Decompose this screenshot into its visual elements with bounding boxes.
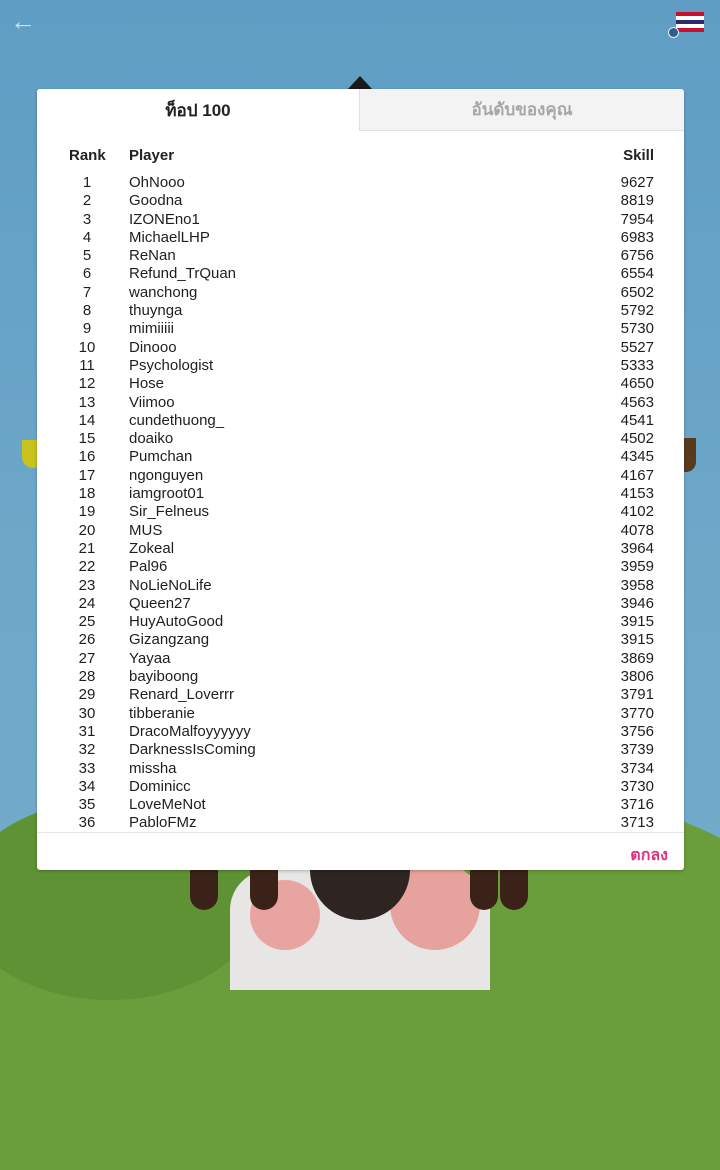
player-cell: PabloFMz [129, 814, 197, 831]
player-cell: DarknessIsComing [129, 741, 256, 759]
skill-cell: 3734 [620, 759, 654, 777]
rank-cell: 22 [78, 558, 96, 576]
tab-top-100[interactable]: ท็อป 100 [37, 89, 359, 131]
skill-cell: 6983 [620, 228, 654, 246]
table-row [37, 558, 684, 576]
rank-cell: 28 [78, 668, 96, 686]
table-row [37, 339, 684, 357]
rank-cell: 32 [78, 741, 96, 759]
rank-cell: 23 [78, 576, 96, 594]
dialog-pointer [348, 76, 372, 89]
skill-cell: 9627 [620, 174, 654, 191]
skill-cell: 4502 [620, 430, 654, 448]
rank-cell: 20 [78, 521, 96, 539]
rank-cell: 5 [82, 247, 92, 265]
player-cell: Yayaa [129, 649, 171, 667]
table-row [37, 503, 684, 521]
table-row [37, 613, 684, 631]
player-cell: NoLieNoLife [129, 576, 212, 594]
player-cell: Dominicc [129, 777, 191, 795]
skill-cell: 4167 [620, 466, 654, 484]
skill-cell: 4153 [620, 485, 654, 503]
table-row [37, 302, 684, 320]
skill-cell: 4650 [620, 375, 654, 393]
table-row [37, 394, 684, 412]
table-row [37, 814, 684, 831]
player-cell: missha [129, 759, 177, 777]
rank-cell: 33 [78, 759, 96, 777]
rank-cell: 36 [78, 814, 96, 831]
thailand-flag-icon[interactable] [676, 12, 704, 32]
table-row [37, 211, 684, 229]
player-cell: LoveMeNot [129, 796, 206, 814]
player-cell: ngonguyen [129, 466, 204, 484]
table-row [37, 650, 684, 668]
rank-cell: 8 [82, 302, 92, 320]
player-cell: Viimoo [129, 393, 175, 411]
table-row [37, 741, 684, 759]
skill-cell: 3959 [620, 558, 654, 576]
skill-cell: 6756 [620, 247, 654, 265]
rank-cell: 30 [78, 704, 96, 722]
rank-cell: 29 [78, 686, 96, 704]
player-cell: IZONEno1 [129, 210, 200, 228]
rank-cell: 6 [82, 265, 92, 283]
leaderboard-dialog [37, 89, 684, 870]
rank-cell: 17 [78, 466, 96, 484]
player-cell: Refund_TrQuan [129, 265, 237, 283]
player-cell: OhNooo [129, 174, 185, 191]
column-header-skill: Skill [623, 147, 654, 164]
divider [37, 832, 684, 833]
ok-button[interactable]: ตกลง [630, 847, 668, 864]
tab-your-rank[interactable]: อันดับของคุณ [359, 89, 684, 131]
skill-cell: 4102 [620, 503, 654, 521]
skill-cell: 3770 [620, 704, 654, 722]
rank-cell: 31 [78, 722, 96, 740]
tab-bar [37, 89, 684, 131]
player-cell: Queen27 [129, 594, 191, 612]
rank-cell: 14 [78, 411, 96, 429]
table-row [37, 265, 684, 283]
skill-cell: 3739 [620, 741, 654, 759]
player-cell: doaiko [129, 430, 174, 448]
table-row [37, 796, 684, 814]
table-row [37, 448, 684, 466]
player-cell: cundethuong_ [129, 411, 225, 429]
rank-cell: 1 [82, 174, 92, 191]
skill-cell: 3806 [620, 668, 654, 686]
table-row [37, 229, 684, 247]
notification-dot [668, 27, 679, 38]
rank-cell: 10 [78, 338, 96, 356]
skill-cell: 5730 [620, 320, 654, 338]
table-row [37, 705, 684, 723]
rank-cell: 12 [78, 375, 96, 393]
player-cell: MichaelLHP [129, 228, 210, 246]
table-row [37, 577, 684, 595]
player-cell: Psychologist [129, 356, 214, 374]
rank-cell: 25 [78, 613, 96, 631]
player-cell: wanchong [129, 283, 198, 301]
table-row [37, 595, 684, 613]
player-cell: iamgroot01 [129, 485, 205, 503]
skill-cell: 5792 [620, 302, 654, 320]
table-row [37, 357, 684, 375]
character-illustration [190, 860, 530, 980]
skill-cell: 3946 [620, 594, 654, 612]
skill-cell: 4345 [620, 448, 654, 466]
player-cell: Pal96 [129, 558, 168, 576]
player-cell: Renard_Loverrr [129, 686, 235, 704]
rank-cell: 35 [78, 796, 96, 814]
column-header-rank: Rank [69, 147, 106, 164]
table-row [37, 631, 684, 649]
skill-cell: 3716 [620, 796, 654, 814]
rank-cell: 4 [82, 228, 92, 246]
player-cell: MUS [129, 521, 163, 539]
skill-cell: 6554 [620, 265, 654, 283]
column-header-player: Player [129, 147, 175, 164]
player-cell: Pumchan [129, 448, 193, 466]
rank-cell: 3 [82, 210, 92, 228]
player-cell: Zokeal [129, 539, 175, 557]
table-row [37, 430, 684, 448]
skill-cell: 5527 [620, 338, 654, 356]
skill-cell: 7954 [620, 210, 654, 228]
skill-cell: 4541 [620, 411, 654, 429]
rank-cell: 26 [78, 631, 96, 649]
table-header [37, 147, 684, 167]
player-cell: Gizangzang [129, 631, 210, 649]
player-cell: ReNan [129, 247, 176, 265]
skill-cell: 3791 [620, 686, 654, 704]
skill-cell: 3869 [620, 649, 654, 667]
table-row [37, 723, 684, 741]
table-row [37, 668, 684, 686]
skill-cell: 3730 [620, 777, 654, 795]
table-row [37, 760, 684, 778]
rank-cell: 34 [78, 777, 96, 795]
table-row [37, 375, 684, 393]
player-cell: bayiboong [129, 668, 199, 686]
rank-cell: 15 [78, 430, 96, 448]
player-cell: Dinooo [129, 338, 177, 356]
table-row [37, 412, 684, 430]
player-cell: tibberanie [129, 704, 195, 722]
leaderboard-list[interactable] [37, 174, 684, 831]
player-cell: mimiiiii [129, 320, 174, 338]
rank-cell: 16 [78, 448, 96, 466]
player-cell: thuynga [129, 302, 183, 320]
rank-cell: 27 [78, 649, 96, 667]
skill-cell: 3756 [620, 722, 654, 740]
table-row [37, 284, 684, 302]
player-cell: DracoMalfoyyyyyy [129, 722, 251, 740]
skill-cell: 3915 [620, 631, 654, 649]
rank-cell: 13 [78, 393, 96, 411]
skill-cell: 4563 [620, 393, 654, 411]
rank-cell: 9 [82, 320, 92, 338]
skill-cell: 3958 [620, 576, 654, 594]
rank-cell: 2 [82, 192, 92, 210]
skill-cell: 6502 [620, 283, 654, 301]
player-cell: Sir_Felneus [129, 503, 210, 521]
player-cell: Hose [129, 375, 165, 393]
table-row [37, 247, 684, 265]
skill-cell: 3964 [620, 539, 654, 557]
table-row [37, 778, 684, 796]
table-row [37, 320, 684, 338]
rank-cell: 21 [78, 539, 96, 557]
table-row [37, 174, 684, 192]
skill-cell: 3713 [620, 814, 654, 831]
table-row [37, 485, 684, 503]
rank-cell: 11 [79, 356, 95, 374]
table-row [37, 467, 684, 485]
rank-cell: 19 [78, 503, 96, 521]
skill-cell: 8819 [620, 192, 654, 210]
table-row [37, 192, 684, 210]
skill-cell: 3915 [620, 613, 654, 631]
skill-cell: 5333 [620, 356, 654, 374]
back-arrow-icon[interactable]: ← [10, 6, 36, 36]
skill-cell: 4078 [620, 521, 654, 539]
rank-cell: 24 [78, 594, 96, 612]
table-row [37, 540, 684, 558]
table-row [37, 686, 684, 704]
rank-cell: 18 [78, 485, 96, 503]
player-cell: Goodna [129, 192, 183, 210]
player-cell: HuyAutoGood [129, 613, 224, 631]
rank-cell: 7 [82, 283, 92, 301]
table-row [37, 522, 684, 540]
